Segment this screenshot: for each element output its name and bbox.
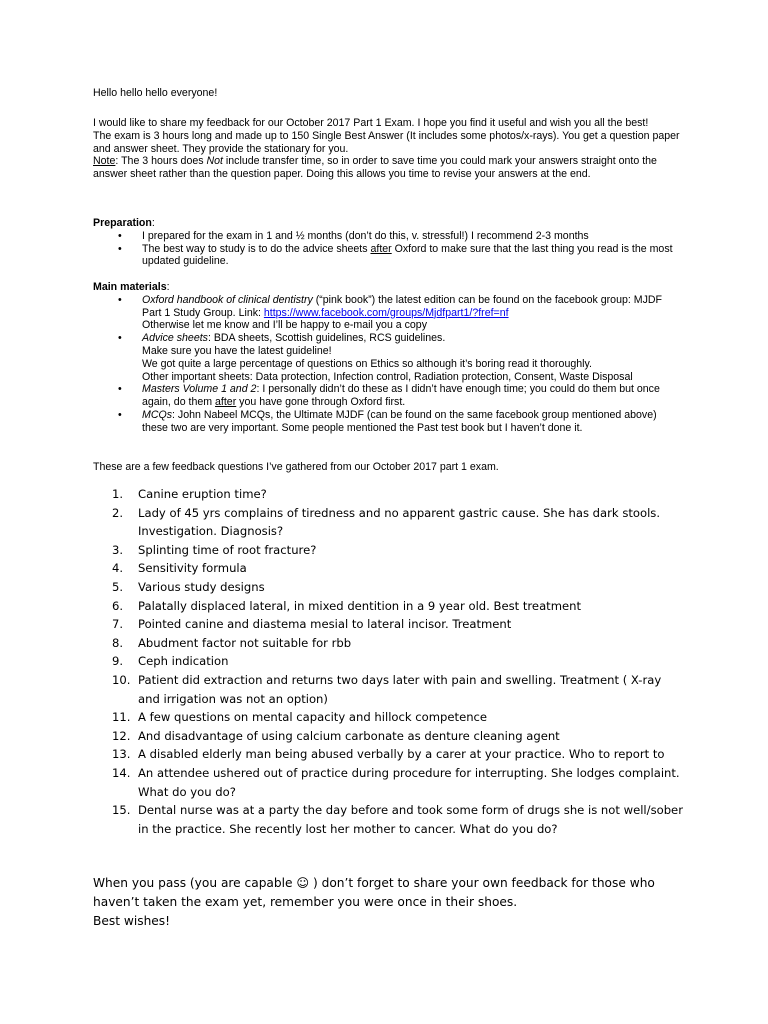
question-text: Ceph indication [138,654,229,669]
question-item [93,615,683,634]
signoff: Best wishes! [93,914,171,928]
question-number: 10. [112,672,131,687]
intro-paragraph: I would like to share my feedback for our October 2017 Part 1 Exam. I hope you find it useful and wish you all the best! [93,117,649,129]
question-text: Lady of 45 yrs complains of tiredness and no apparent gastric cause. She has dark stools. Investigation. Diagnosis? [138,505,661,539]
preparation-list [93,230,683,268]
exam-format-paragraph: The exam is 3 hours long and made up to 150 Single Best Answer (It includes some photos/x-rays). You get a question paper and answer sheet. They provide the stationary for you. [93,129,680,155]
question-text: Dental nurse was at a party the day before and took some form of drugs she is not well/sober in the practice. She recently lost her mother to cancer. What do you do? [138,803,683,836]
smiley-icon: ☺ [296,876,310,890]
questions-intro: These are a few feedback questions I’ve gathered from our October 2017 part 1 exam. [93,461,499,473]
question-number: 6. [112,598,124,613]
question-item [93,634,683,653]
preparation-section [93,217,683,268]
question-item [93,764,683,801]
question-text: And disadvantage of using calcium carbonate as denture cleaning agent [138,728,560,743]
preparation-heading: Preparation: [93,217,155,229]
question-number: 14. [112,765,131,780]
facebook-group-link[interactable]: https://www.facebook.com/groups/Mjdfpart1/?fref=nf [263,306,509,319]
question-number: 1. [112,487,124,501]
question-number: 15. [112,803,131,818]
question-text: Splinting time of root fracture? [138,542,317,557]
question-text: An attendee ushered out of practice during procedure for interrupting. She lodges complaint. What do you do? [138,765,680,799]
question-item [93,578,683,597]
question-number: 7. [112,617,124,632]
preparation-item: • I prepared for the exam in 1 and ½ months (don’t do this, v. stressful!) I recommend 2-3 months [93,230,683,243]
question-text: Sensitivity formula [138,561,247,576]
question-item [93,541,683,560]
question-item [93,745,683,764]
question-item [93,597,683,616]
question-item [93,708,683,727]
question-number: 2. [112,505,124,520]
material-item-mcqs: • MCQs: John Nabeel MCQs, the Ultimate MJDF (can be found on the same facebook group mentioned above) these two are very important. Some people mentioned the Past test book but I haven’t done it. [93,409,683,435]
feedback-questions-list [93,485,683,838]
question-number: 8. [112,635,124,650]
question-number: 3. [112,542,124,557]
question-number: 4. [112,561,124,576]
materials-section [93,281,683,435]
question-text: A few questions on mental capacity and hillock competence [138,710,488,725]
question-text: Pointed canine and diastema mesial to lateral incisor. Treatment [138,617,512,632]
question-number: 13. [112,747,131,762]
question-item [93,504,683,541]
intro-section [93,117,683,181]
question-item [93,485,683,504]
question-text: Palatally displaced lateral, in mixed dentition in a 9 year old. Best treatment [138,598,582,613]
question-text: Abudment factor not suitable for rbb [138,635,352,650]
question-number: 9. [112,654,124,669]
question-text: Patient did extraction and returns two days later with pain and swelling. Treatment ( X-ray and irrigation was not an option) [138,672,662,706]
question-number: 11. [112,710,131,725]
question-text: Various study designs [138,579,265,594]
closing-paragraph: When you pass (you are capable ☺ ) don’t forget to share your own feedback for those who haven’t taken the exam yet, remember you were once in their shoes. [93,876,655,909]
question-text: A disabled elderly man being abused verbally by a carer at your practice. Who to report to [138,747,665,762]
question-item [93,801,683,838]
question-item [93,652,683,671]
note-paragraph: Note: The 3 hours does Not include transfer time, so in order to save time you could mark your answers straight onto the answer sheet rather than the question paper. Doing this allows you time to revise your answers at the end. [93,155,657,181]
materials-heading: Main materials: [93,281,170,293]
question-text: Canine eruption time? [138,487,267,501]
question-number: 12. [112,728,131,743]
question-item [93,559,683,578]
preparation-item: • The best way to study is to do the advice sheets after Oxford to make sure that the last thing you read is the most updated guideline. [93,243,683,269]
question-item [93,727,683,746]
greeting: Hello hello hello everyone! [93,87,218,99]
question-item [93,671,683,708]
closing-section [93,874,693,931]
question-number: 5. [112,579,124,594]
material-item-advice: • Advice sheets: BDA sheets, Scottish guidelines, RCS guidelines. Make sure you have the latest guideline! We got quite a large percentage of questions on Ethics so although it’s boring read it thoroughly. Other important sheets: Data protection, Infection control, Radiation protection, Consent, Waste Disposal [93,332,683,383]
materials-list [93,294,683,435]
note-not: Not [206,155,223,168]
material-item-oxford: • Oxford handbook of clinical dentistry (“pink book”) the latest edition can be found on the facebook group: MJDF Part 1 Study Group. Link: https://www.facebook.com/groups/Mjdfpart1/?fref=nf Otherwise let me know and I’ll be happy to e-mail you a copy [93,294,683,332]
note-label: Note [93,155,116,168]
material-item-masters: • Masters Volume 1 and 2: I personally didn’t do these as I didn’t have enough time; you could do them but once again, do them after you have gone through Oxford first. [93,383,683,409]
